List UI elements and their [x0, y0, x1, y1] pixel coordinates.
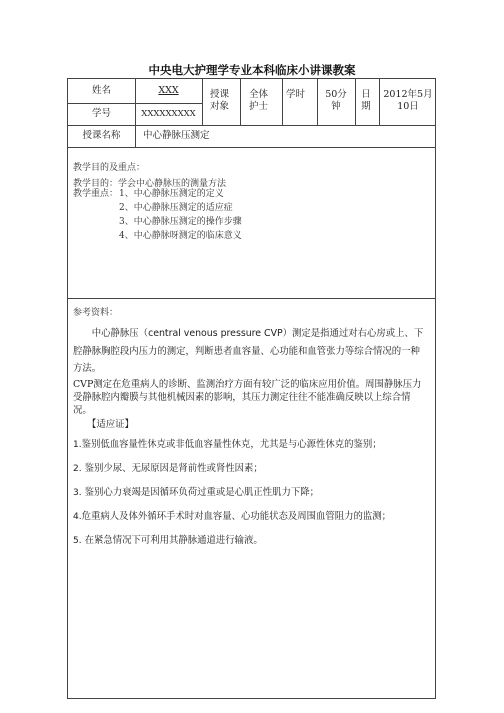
- objective-point: 4、中心静脉呀测定的临床意义: [119, 231, 242, 241]
- objective-point: 2、中心静脉压测定的适应症: [119, 203, 233, 213]
- reference-paragraph-2: CVP测定在危重病人的诊断、监测治疗方面有较广泛的临床应用价值。周围静脉压力受静脉腔内瓣膜与其他机械因素的影响，其压力测定往往不能准确反映以上综合情况。: [73, 378, 422, 416]
- objectives-heading: 教学目的及重点：: [73, 163, 146, 173]
- reference-paragraph-1: 中心静脉压（central venous pressure CVP）测定是指通过对右心房或上、下腔静脉胸腔段内压力的测定，判断患者血容量、心功能和血管张力等综合情况的一种方法。: [73, 328, 424, 374]
- row-divider-objectives: [68, 298, 435, 299]
- hours-label: 学时: [286, 89, 306, 100]
- row-divider-header: [68, 125, 435, 126]
- audience-label: 授课对象: [210, 89, 230, 112]
- hours-value: 50分钟: [325, 89, 347, 112]
- indication-item: 2. 鉴别少尿、无尿原因是肾前性或肾性因素；: [73, 462, 263, 474]
- name-label: 姓名: [91, 85, 111, 96]
- course-value: 中心静脉压测定: [143, 130, 210, 141]
- audience-value: 全体护士: [249, 89, 269, 112]
- col-divider-2: [202, 79, 203, 125]
- course-label: 授课名称: [82, 130, 121, 141]
- document-title: 中央电大护理学专业本科临床小讲课教案: [148, 63, 356, 77]
- reference-body: [73, 325, 427, 553]
- name-value: XXX: [158, 85, 179, 96]
- objectives-focus-label: 教学重点：: [73, 189, 119, 199]
- col-divider-4: [282, 79, 283, 125]
- col-divider-5: [317, 79, 318, 125]
- indications-heading: 【适应证】: [87, 418, 134, 430]
- objective-point: 1、中心静脉压测定的定义: [119, 189, 224, 199]
- indication-item: 3. 鉴别心力衰竭是因循环负荷过重或是心肌正性肌力下降；: [73, 486, 319, 498]
- date-label: 日期: [361, 89, 371, 112]
- col-divider-3: [240, 79, 241, 125]
- indication-item: 4.危重病人及体外循环手术时对血容量、心功能状态及周围血管阻力的监测；: [73, 510, 391, 522]
- objective-point: 3、中心静脉压测定的操作步骤: [119, 217, 242, 227]
- row-divider-course: [68, 147, 435, 148]
- col-divider-6: [355, 79, 356, 125]
- student-id-value: XXXXXXXXX: [141, 109, 196, 119]
- indication-item: 5. 在紧急情况下可利用其静脉通道进行输液。: [73, 534, 263, 546]
- date-value: 2012年5月10日: [383, 89, 433, 112]
- student-id-label: 学号: [91, 108, 111, 119]
- objectives-purpose: 教学目的：学会中心静脉压的测量方法: [73, 179, 227, 189]
- col-divider-7: [379, 79, 380, 125]
- reference-heading: 参考资料：: [73, 308, 119, 318]
- lesson-plan-table: [67, 78, 436, 699]
- indication-item: 1.鉴别低血容量性休克或非低血容量性休克，尤其是与心源性休克的鉴别；: [73, 438, 382, 450]
